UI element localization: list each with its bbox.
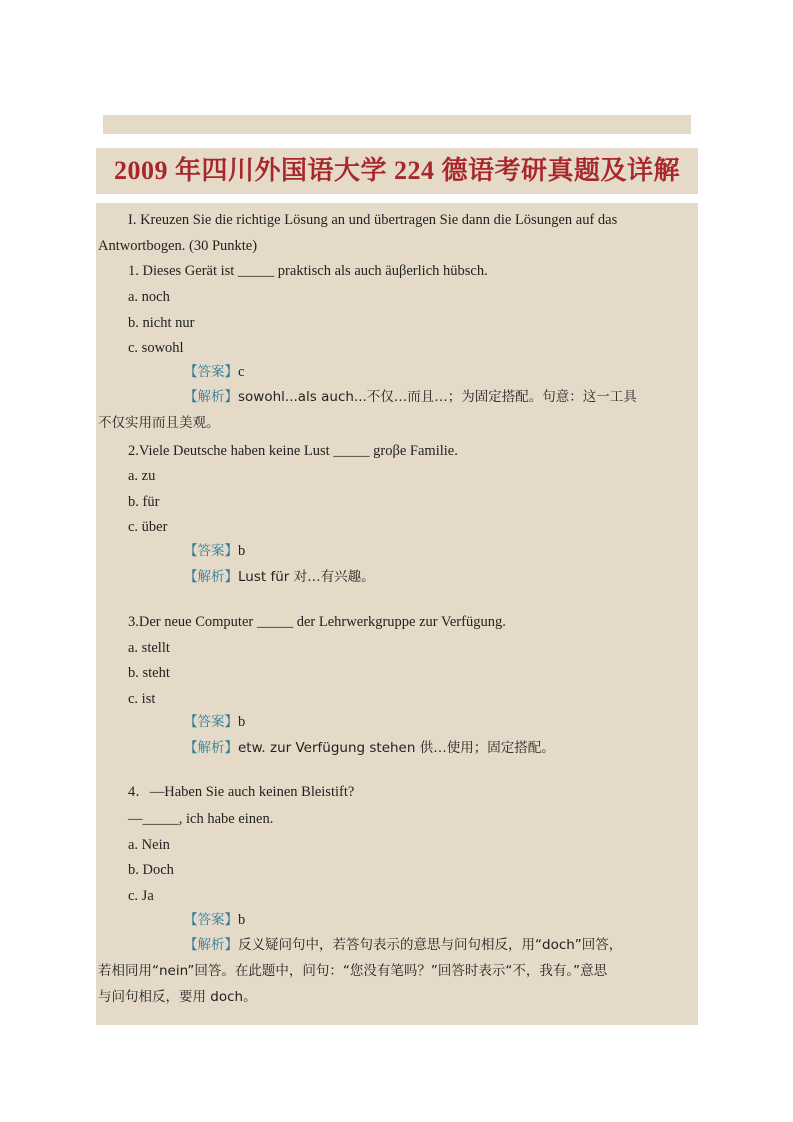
answer-label: 【答案】	[184, 912, 238, 928]
page-title: 2009 年四川外国语大学 224 德语考研真题及详解	[96, 148, 698, 194]
answer-value: b	[238, 912, 246, 928]
section-intro-cont: Antwortbogen. (30 Punkte)	[98, 238, 258, 254]
analysis-label: 【解析】	[184, 569, 238, 585]
analysis-label: 【解析】	[184, 389, 238, 405]
analysis-text: etw. zur Verfügung stehen 供…使用；固定搭配。	[238, 740, 555, 756]
question-2-stem: 2.Viele Deutsche haben keine Lust _____ groβe Familie.	[128, 443, 458, 459]
question-4-analysis-cont: 若相同用“nein”回答。在此题中，问句：“您没有笔吗？”回答时表示“不，我有。”意思	[98, 963, 608, 979]
question-4-stem: 4．—Haben Sie auch keinen Bleistift?	[128, 784, 355, 800]
question-4-analysis	[184, 935, 622, 955]
answer-value: b	[238, 543, 246, 559]
answer-label: 【答案】	[184, 364, 238, 380]
question-3-option-b: b. steht	[128, 665, 170, 681]
question-2-option-b: b. für	[128, 494, 160, 510]
analysis-text: Lust für 对…有兴趣。	[238, 569, 375, 585]
question-1-answer	[184, 362, 244, 382]
answer-label: 【答案】	[184, 714, 238, 730]
question-1-option-a: a. noch	[128, 289, 170, 305]
header-band	[103, 115, 691, 134]
answer-value: b	[238, 714, 246, 730]
question-4-option-b: b. Doch	[128, 862, 174, 878]
question-1-stem: 1. Dieses Gerät ist _____ praktisch als auch äuβerlich hübsch.	[128, 263, 488, 279]
section-intro: I. Kreuzen Sie die richtige Lösung an und übertragen Sie dann die Lösungen auf das	[128, 212, 618, 228]
answer-value: c	[238, 364, 245, 380]
question-1-option-b: b. nicht nur	[128, 315, 195, 331]
question-4-stem-reply: —_____, ich habe einen.	[128, 811, 274, 827]
question-1-analysis-cont: 不仅实用而且美观。	[98, 415, 220, 431]
question-3-option-a: a. stellt	[128, 640, 170, 656]
exam-content	[96, 203, 698, 1025]
question-3-analysis	[184, 738, 555, 758]
question-2-option-a: a. zu	[128, 468, 156, 484]
question-4-option-c: c. Ja	[128, 888, 154, 904]
question-4-option-a: a. Nein	[128, 837, 170, 853]
question-2-answer	[184, 541, 245, 561]
question-3-stem: 3.Der neue Computer _____ der Lehrwerkgruppe zur Verfügung.	[128, 614, 506, 630]
question-3-option-c: c. ist	[128, 691, 156, 707]
question-1-analysis	[184, 387, 637, 407]
question-2-analysis	[184, 567, 375, 587]
answer-label: 【答案】	[184, 543, 238, 559]
analysis-text: sowohl...als auch...不仅…而且…；为固定搭配。句意：这一工具	[238, 389, 637, 405]
analysis-label: 【解析】	[184, 937, 238, 953]
question-2-option-c: c. über	[128, 519, 168, 535]
question-1-option-c: c. sowohl	[128, 340, 184, 356]
analysis-label: 【解析】	[184, 740, 238, 756]
question-4-analysis-cont-2: 与问句相反，要用 doch。	[98, 989, 257, 1005]
question-4-answer	[184, 910, 245, 930]
question-3-answer	[184, 712, 245, 732]
analysis-text: 反义疑问句中，若答句表示的意思与问句相反，用“doch”回答，	[238, 937, 623, 953]
